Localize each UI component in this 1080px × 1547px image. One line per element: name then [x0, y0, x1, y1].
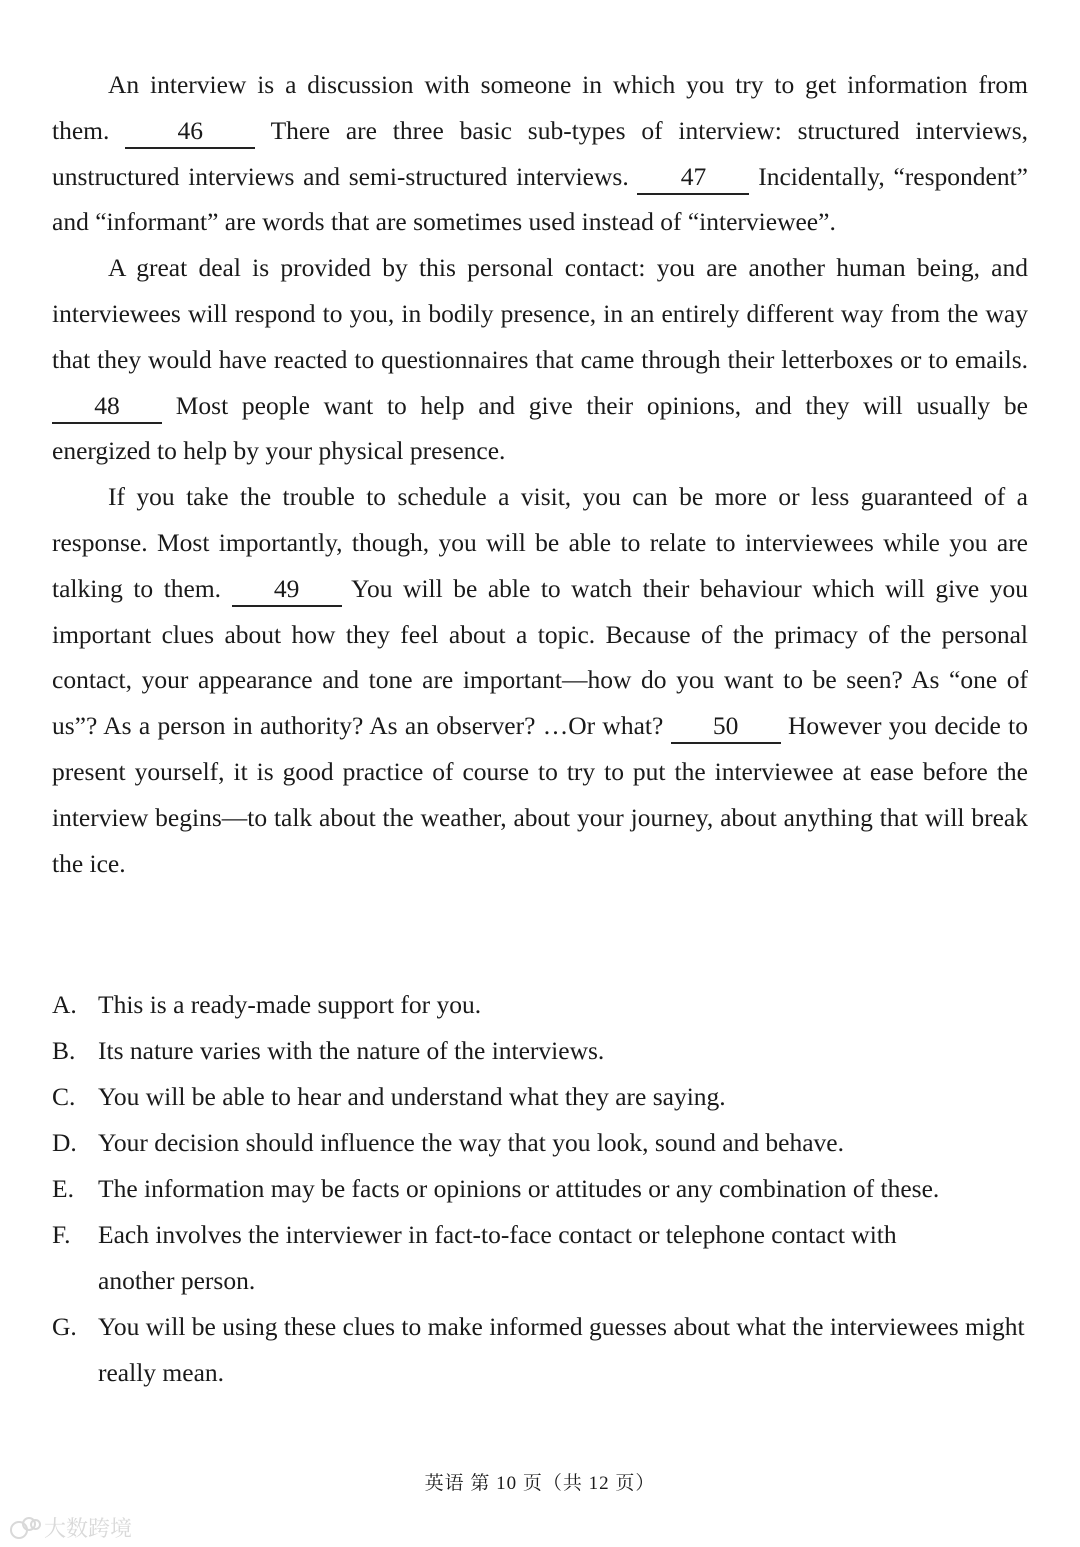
- option-c[interactable]: [52, 1074, 1042, 1120]
- paragraph-text: Most people want to help and give their opinions, and they will usually be energized to help by your physical presence.: [52, 390, 1028, 466]
- option-text: You will be able to hear and understand what they are saying.: [98, 1082, 726, 1111]
- paragraph-text: Incidentally, “respondent” and “informant” are words that are sometimes used instead of “interviewee”.: [52, 161, 1028, 237]
- option-text: This is a ready-made support for you.: [98, 990, 482, 1019]
- option-letter: D.: [52, 1128, 77, 1157]
- paragraph-text: An interview is a discussion with someone in which you try to get information from them.: [52, 70, 1028, 145]
- option-letter: E.: [52, 1174, 74, 1203]
- option-text: You will be using these clues to make informed guesses about what the interviewees might really mean.: [98, 1312, 1025, 1387]
- option-letter: C.: [52, 1082, 76, 1111]
- option-b[interactable]: [52, 1028, 1042, 1074]
- blank-46[interactable]: 46: [125, 115, 255, 149]
- watermark-text: 大数跨境: [44, 1517, 133, 1542]
- blank-49[interactable]: 49: [232, 573, 342, 607]
- paragraph-text: There are three basic sub-types of interview: structured interviews, unstructured interviews and semi-structured interviews.: [52, 115, 1029, 191]
- option-f[interactable]: [52, 1212, 1042, 1304]
- option-text: Each involves the interviewer in fact-to-face contact or telephone contact with another person.: [98, 1220, 897, 1295]
- option-e[interactable]: [52, 1166, 1042, 1212]
- option-letter: A.: [52, 990, 77, 1019]
- option-letter: G.: [52, 1312, 77, 1341]
- option-d[interactable]: [52, 1120, 1042, 1166]
- page-footer: 英语 第 10 页（共 12 页）: [424, 1473, 656, 1494]
- option-a[interactable]: [52, 982, 1042, 1028]
- option-text: The information may be facts or opinions or attitudes or any combination of these.: [98, 1174, 940, 1203]
- answer-options: [52, 982, 1042, 1396]
- option-text: Its nature varies with the nature of the interviews.: [98, 1036, 605, 1065]
- option-letter: F.: [52, 1220, 71, 1249]
- option-text: Your decision should influence the way that you look, sound and behave.: [98, 1128, 844, 1157]
- watermark: [10, 1512, 132, 1543]
- paragraph-1: [52, 62, 1028, 245]
- paragraph-text: You will be able to watch their behaviour which will give you important clues about how they feel about a topic. Because of the primacy of the personal contact, your appearance and tone are important—how do you want to be seen? As “one of us”? As a person in authority? As an observer? …Or what?: [52, 573, 1029, 741]
- blank-50[interactable]: 50: [671, 710, 781, 744]
- option-g[interactable]: [52, 1304, 1042, 1396]
- paragraph-text: If you take the trouble to schedule a visit, you can be more or less guaranteed of a response. Most importantly, though, you will be able to relate to interviewees while you are talking to them.: [52, 482, 1028, 603]
- blank-48[interactable]: 48: [52, 390, 162, 424]
- paragraph-text: A great deal is provided by this personal contact: you are another human being, and interviewees will respond to you, in bodily presence, in an entirely different way from the way that they would have reacted to questionnaires that came through their letterboxes or to emails.: [52, 253, 1028, 374]
- blank-47[interactable]: 47: [637, 161, 749, 195]
- paragraph-3: [52, 474, 1028, 886]
- paragraph-text: However you decide to present yourself, it is good practice of course to try to put the interviewee at ease before the interview begins—to talk about the weather, about your journey, about anything that will break the ice.: [52, 711, 1029, 878]
- option-letter: B.: [52, 1036, 76, 1065]
- watermark-logo-icon: [10, 1515, 40, 1541]
- paragraph-2: [52, 245, 1028, 474]
- passage: [52, 62, 1028, 886]
